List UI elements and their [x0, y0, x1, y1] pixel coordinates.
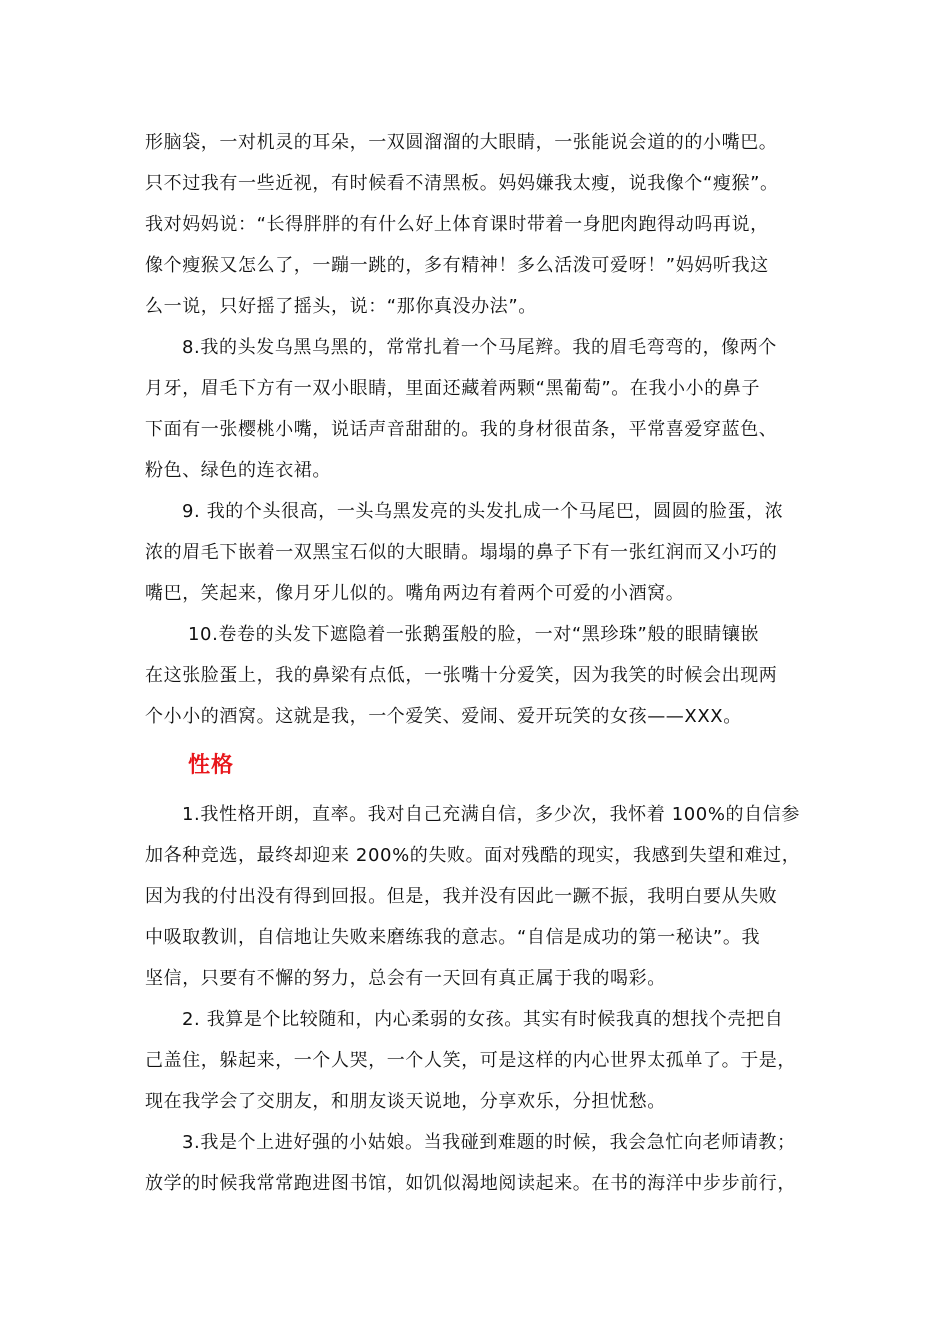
- paragraph-line: 2. 我算是个比较随和，内心柔弱的女孩。其实有时候我真的想找个壳把自: [182, 1009, 784, 1030]
- paragraph-line: 下面有一张樱桃小嘴，说话声音甜甜的。我的身材很苗条，平常喜爱穿蓝色、: [145, 419, 778, 440]
- paragraph-line: 8.我的头发乌黑乌黑的，常常扎着一个马尾辫。我的眉毛弯弯的，像两个: [182, 337, 777, 358]
- paragraph-line: 我对妈妈说：“长得胖胖的有什么好上体育课时带着一身肥肉跑得动吗再说，: [145, 214, 769, 235]
- section-heading: 性格: [188, 753, 235, 778]
- paragraph-line: 中吸取教训，自信地让失败来磨练我的意志。“自信是成功的第一秘诀”。我: [145, 927, 761, 948]
- paragraph-line: 因为我的付出没有得到回报。但是，我并没有因此一蹶不振，我明白要从失败: [145, 886, 778, 907]
- paragraph-line: 只不过我有一些近视，有时候看不清黑板。妈妈嫌我太瘦，说我像个“瘦猴”。: [145, 173, 779, 194]
- paragraph-line: 嘴巴，笑起来，像月牙儿似的。嘴角两边有着两个可爱的小酒窝。: [145, 583, 685, 604]
- paragraph-line: 像个瘦猴又怎么了，一蹦一跳的，多有精神！多么活泼可爱呀！”妈妈听我这: [145, 255, 769, 276]
- paragraph-line: 在这张脸蛋上，我的鼻梁有点低，一张嘴十分爱笑，因为我笑的时候会出现两: [145, 665, 778, 686]
- paragraph-line: 浓的眉毛下嵌着一双黑宝石似的大眼睛。塌塌的鼻子下有一张红润而又小巧的: [145, 542, 778, 563]
- paragraph-line: 9. 我的个头很高，一头乌黑发亮的头发扎成一个马尾巴，圆圆的脸蛋，浓: [182, 501, 784, 522]
- paragraph-line: 己盖住，躲起来，一个人哭，一个人笑，可是这样的内心世界太孤单了。于是，: [145, 1050, 796, 1071]
- paragraph-line: 形脑袋，一对机灵的耳朵，一双圆溜溜的大眼睛，一张能说会道的的小嘴巴。: [145, 132, 778, 153]
- paragraph-line: 么一说，只好摇了摇头，说：“那你真没办法”。: [145, 296, 537, 317]
- paragraph-line: 放学的时候我常常跑进图书馆，如饥似渴地阅读起来。在书的海洋中步步前行，: [145, 1173, 796, 1194]
- paragraph-line: 月牙，眉毛下方有一双小眼睛，里面还藏着两颗“黑葡萄”。在我小小的鼻子: [145, 378, 761, 399]
- paragraph-line: 粉色、绿色的连衣裙。: [145, 460, 331, 481]
- paragraph-line: 1.我性格开朗，直率。我对自己充满自信，多少次，我怀着 100%的自信参: [182, 804, 800, 825]
- paragraph-line: 个小小的酒窝。这就是我，一个爱笑、爱闹、爱开玩笑的女孩——XXX。: [145, 706, 742, 727]
- paragraph-line: 3.我是个上进好强的小姑娘。当我碰到难题的时候，我会急忙向老师请教；: [182, 1132, 796, 1153]
- paragraph-line: 现在我学会了交朋友，和朋友谈天说地，分享欢乐，分担忧愁。: [145, 1091, 666, 1112]
- paragraph-line: 坚信，只要有不懈的努力，总会有一天回有真正属于我的喝彩。: [145, 968, 666, 989]
- paragraph-line: 10.卷卷的头发下遮隐着一张鹅蛋般的脸，一对“黑珍珠”般的眼睛镶嵌: [188, 624, 760, 645]
- paragraph-line: 加各种竞选，最终却迎来 200%的失败。面对残酷的现实，我感到失望和难过，: [145, 845, 801, 866]
